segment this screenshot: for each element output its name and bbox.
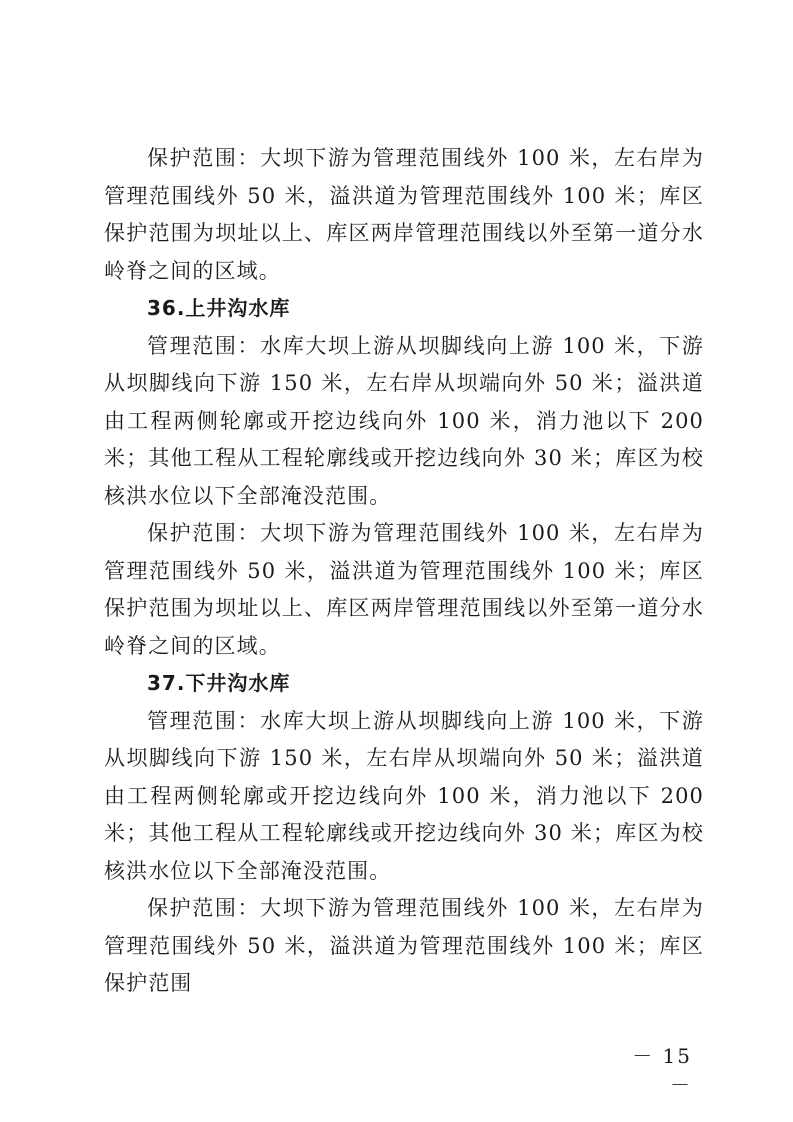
paragraph-protection-range-37: 保护范围：大坝下游为管理范围线外 100 米，左右岸为管理范围线外 50 米，溢洪道为管理范围线外 100 米；库区保护范围: [104, 896, 704, 995]
page-number: － 15 －: [632, 1044, 692, 1097]
section-heading-36: 36.上井沟水库: [147, 296, 291, 320]
paragraph-protection-range-36: 保护范围：大坝下游为管理范围线外 100 米，左右岸为管理范围线外 50 米，溢洪道为管理范围线外 100 米；库区保护范围为坝址以上、库区两岸管理范围线以外至第一道分水岭脊之间的区域。: [104, 521, 704, 658]
page-content: [104, 140, 704, 1003]
paragraph-management-range-37: 管理范围：水库大坝上游从坝脚线向上游 100 米，下游从坝脚线向下游 150 米，左右岸从坝端向外 50 米；溢洪道由工程两侧轮廓或开挖边线向外 100 米，消力池以下 200 米；其他工程从工程轮廓线或开挖边线向外 30 米；库区为校核洪水位以下全部淹没范围。: [104, 708, 704, 883]
paragraph-protection-range-35: 保护范围：大坝下游为管理范围线外 100 米，左右岸为管理范围线外 50 米，溢洪道为管理范围线外 100 米；库区保护范围为坝址以上、库区两岸管理范围线以外至第一道分水岭脊之间的区域。: [104, 146, 704, 283]
section-heading-37: 37.下井沟水库: [147, 671, 291, 695]
paragraph-management-range-36: 管理范围：水库大坝上游从坝脚线向上游 100 米，下游从坝脚线向下游 150 米，左右岸从坝端向外 50 米；溢洪道由工程两侧轮廓或开挖边线向外 100 米，消力池以下 200 米；其他工程从工程轮廓线或开挖边线向外 30 米；库区为校核洪水位以下全部淹没范围。: [104, 333, 704, 508]
